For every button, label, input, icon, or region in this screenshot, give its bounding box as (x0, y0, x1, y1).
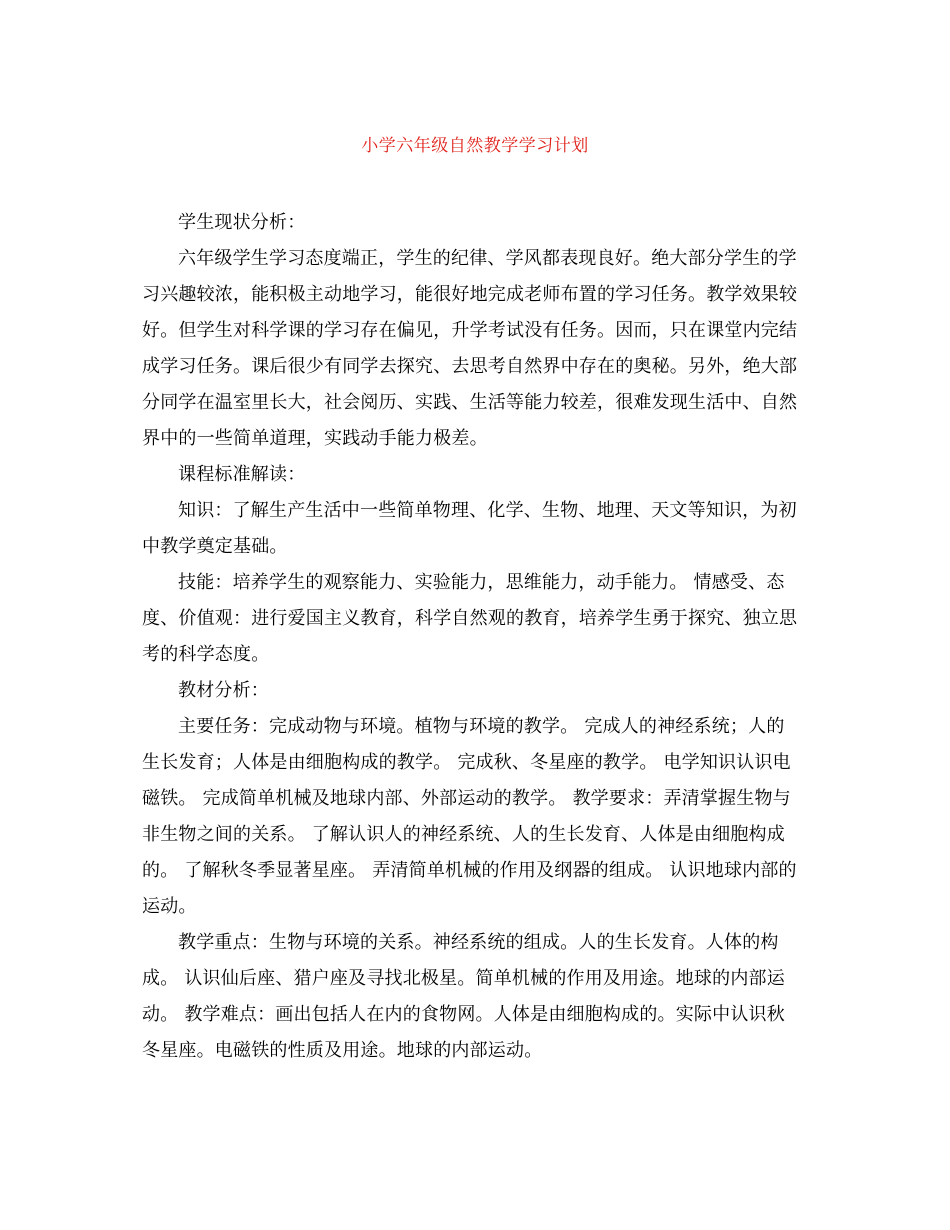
paragraph-line: 成。 认识仙后座、猎户座及寻找北极星。简单机械的作用及用途。地球的内部运 (142, 968, 785, 989)
paragraph-line: 生长发育；人体是由细胞构成的教学。 完成秋、冬星座的教学。 电学知识认识电 (142, 752, 791, 773)
paragraph-line: 技能：培养学生的观察能力、实验能力，思维能力，动手能力。 情感受、态 (178, 572, 785, 593)
paragraph-line: 分同学在温室里长大，社会阅历、实践、生活等能力较差，很难发现生活中、自然 (142, 392, 798, 413)
paragraph-line: 的。 了解秋冬季显著星座。 弄清简单机械的作用及纲器的组成。 认识地球内部的 (142, 860, 797, 881)
paragraph-line: 运动。 (142, 896, 197, 917)
paragraph-line: 成学习任务。课后很少有同学去探究、去思考自然界中存在的奥秘。另外，绝大部 (142, 356, 798, 377)
paragraph-line: 习兴趣较浓，能积极主动地学习，能很好地完成老师布置的学习任务。教学效果较 (142, 284, 798, 305)
paragraph-line: 教学重点：生物与环境的关系。神经系统的组成。人的生长发育。人体的构 (178, 932, 779, 953)
paragraph-line: 界中的一些简单道理，实践动手能力极差。 (142, 428, 488, 449)
paragraph-line: 磁铁。 完成简单机械及地球内部、外部运动的教学。 教学要求：弄清掌握生物与 (142, 788, 791, 809)
paragraph-line: 主要任务：完成动物与环境。植物与环境的教学。 完成人的神经系统；人的 (178, 716, 785, 737)
document-body (142, 205, 814, 1069)
paragraph-line: 考的科学态度。 (142, 644, 270, 665)
section-heading-curriculum: 课程标准解读： (178, 464, 306, 485)
paragraph-line: 知识：了解生产生活中一些简单物理、化学、生物、地理、天文等知识，为初 (178, 500, 797, 521)
section-heading-textbook: 教材分析： (178, 680, 269, 701)
paragraph-line: 动。 教学难点：画出包括人在内的食物网。人体是由细胞构成的。实际中认识秋 (142, 1004, 785, 1025)
paragraph-line: 冬星座。电磁铁的性质及用途。地球的内部运动。 (142, 1040, 543, 1061)
section-heading-student-status: 学生现状分析： (178, 212, 306, 233)
paragraph-line: 好。但学生对科学课的学习存在偏见，升学考试没有任务。因而，只在课堂内完结 (142, 320, 798, 341)
paragraph-line: 度、价值观：进行爱国主义教育，科学自然观的教育，培养学生勇于探究、独立思 (142, 608, 798, 629)
paragraph-line: 中教学奠定基础。 (142, 536, 288, 557)
document-title: 小学六年级自然教学学习计划 (361, 136, 589, 156)
paragraph-line: 六年级学生学习态度端正，学生的纪律、学风都表现良好。绝大部分学生的学 (178, 248, 797, 269)
paragraph-line: 非生物之间的关系。 了解认识人的神经系统、人的生长发育、人体是由细胞构成 (142, 824, 785, 845)
